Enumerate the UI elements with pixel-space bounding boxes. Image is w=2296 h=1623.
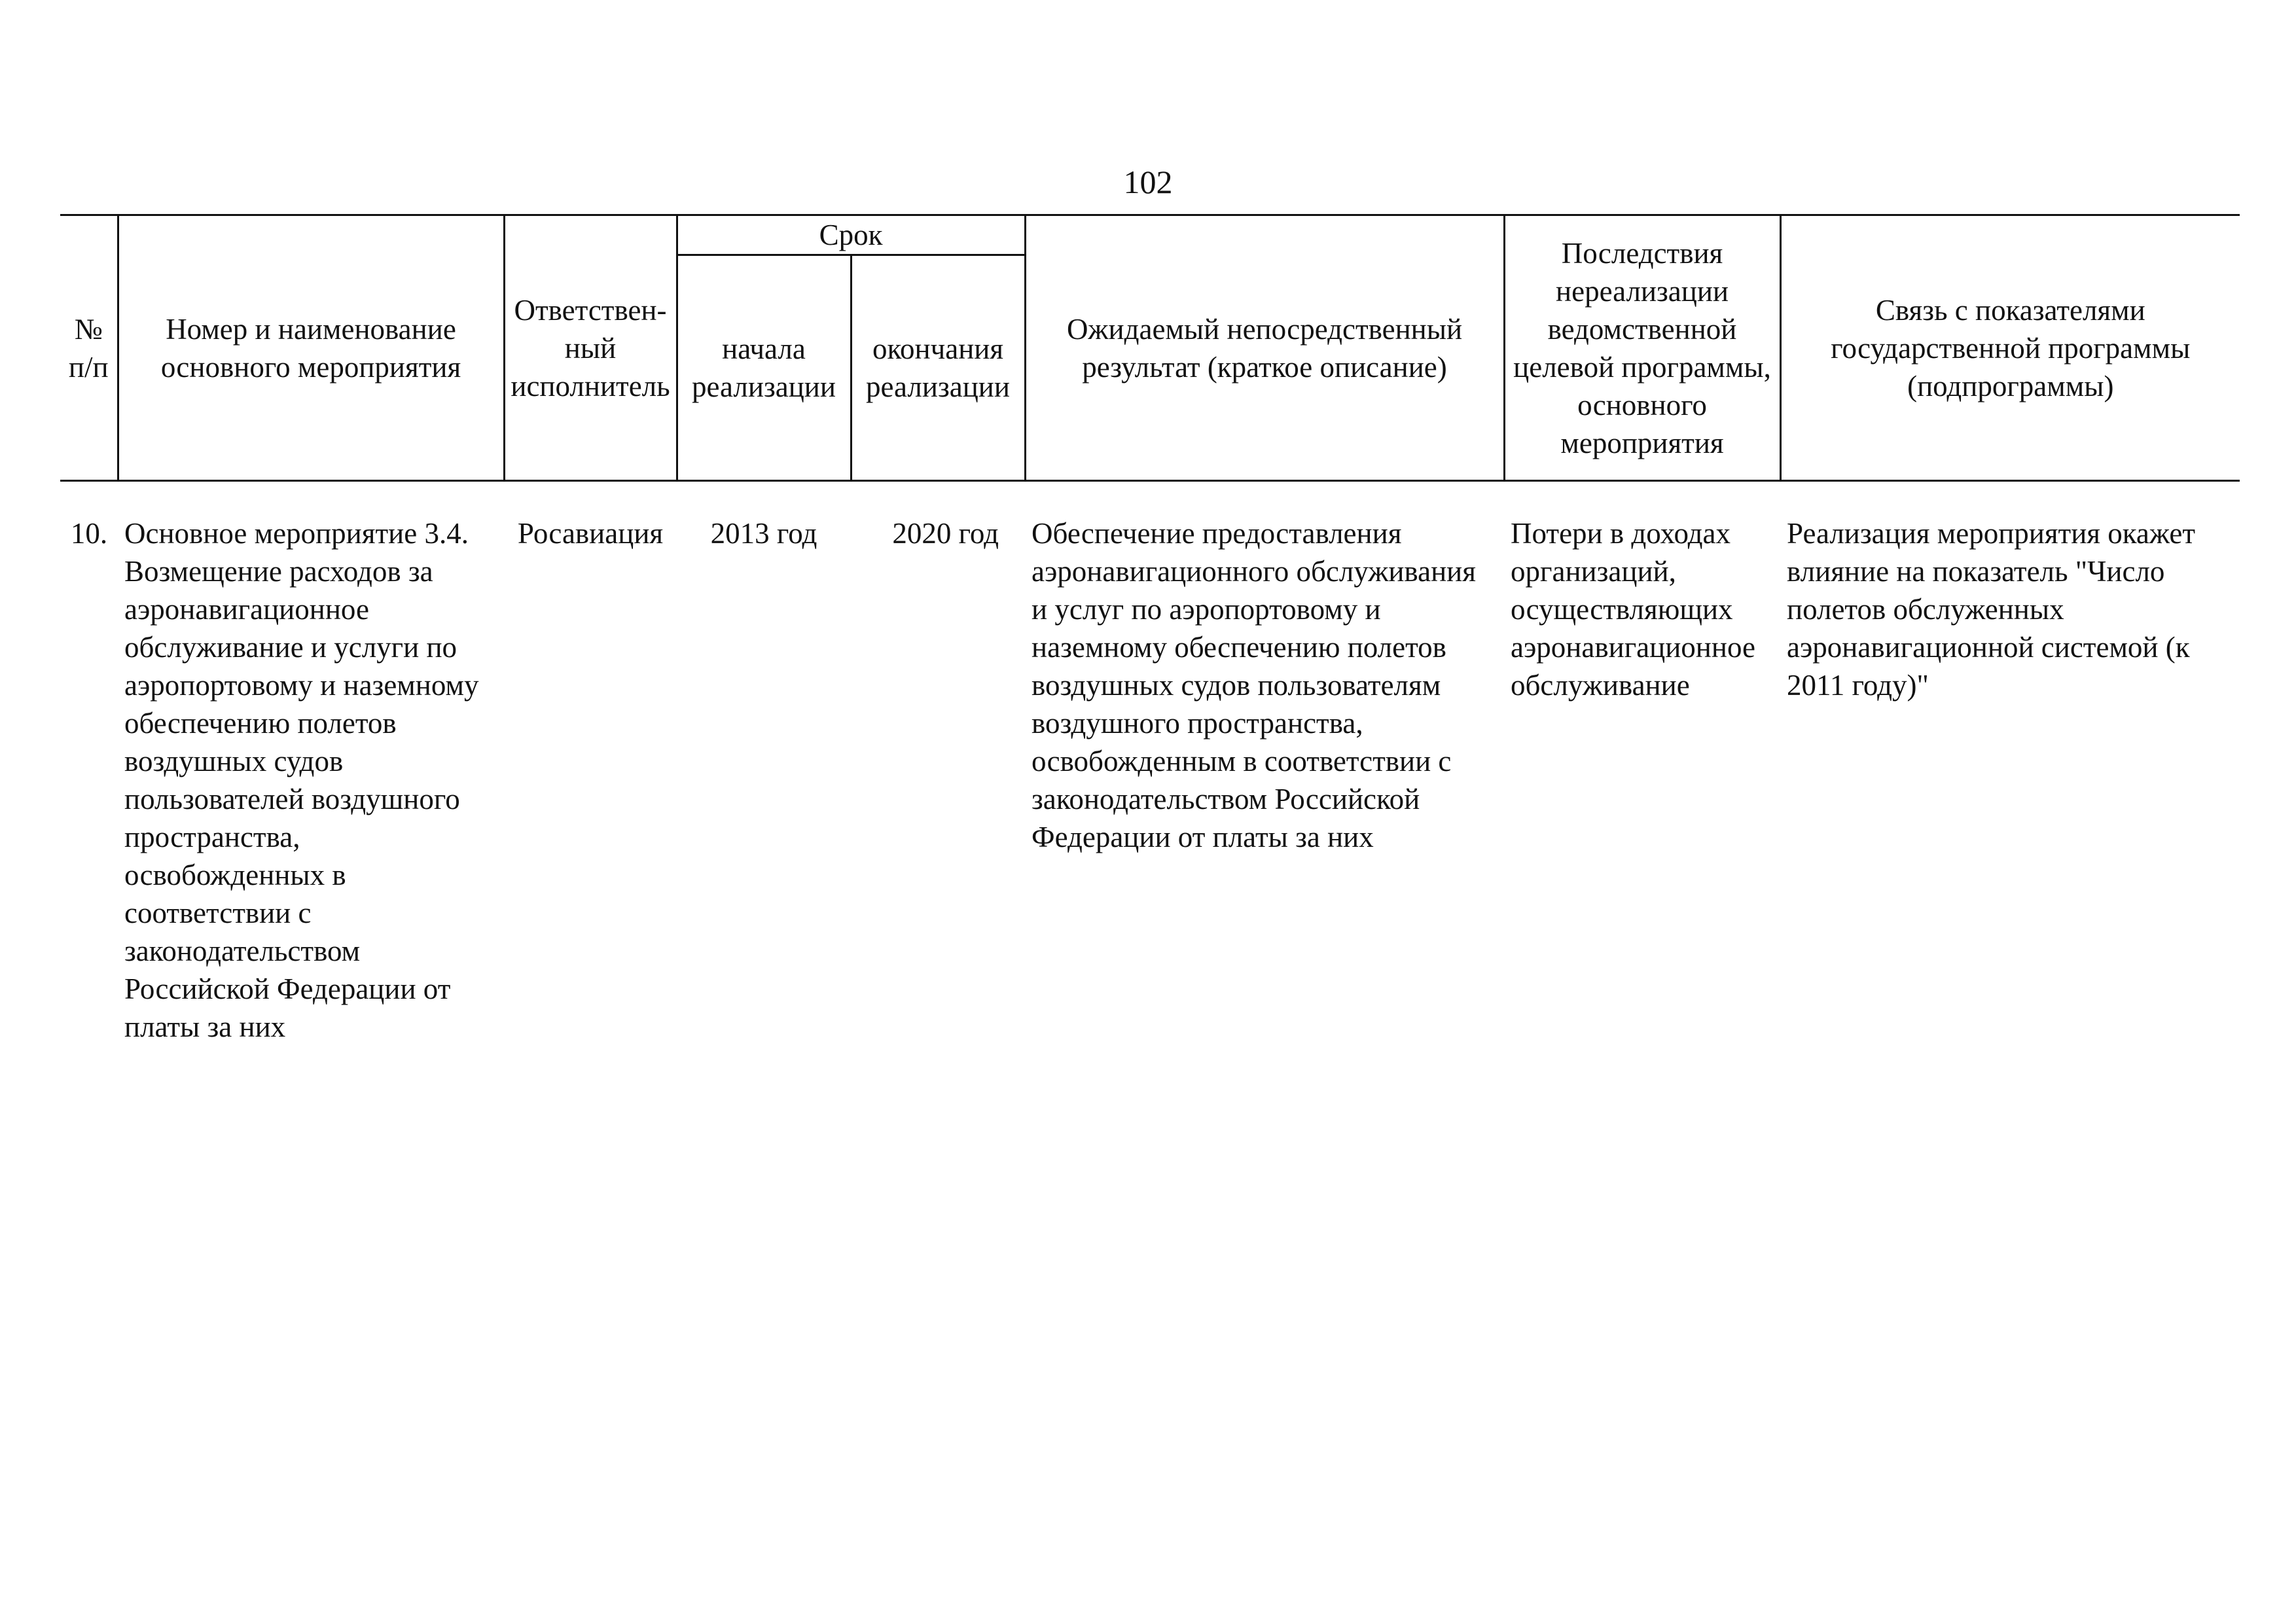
row-link: Реализация мероприятия окажет влияние на показатель "Число полетов обслуженных аэронавигационной системой (к 2011 году)": [1787, 517, 2196, 702]
header-result: Ожидаемый непосредственный результат (краткое описание): [1025, 215, 1504, 481]
header-term-end: окончания реализации: [851, 255, 1025, 481]
row-num: 10.: [70, 517, 108, 550]
row-result: Обеспечение предоставления аэронавигационного обслуживания и услуг по аэропортовому и наземному обеспечению полетов воздушных судов пользователям воздушного пространства, освобожденным в соответствии с законодательством Российской Федерации от платы за них: [1031, 517, 1476, 853]
header-term: Срок: [677, 215, 1025, 255]
header-consequences: Последствия нереализации ведомственной целевой программы, основного мероприятия: [1504, 215, 1780, 481]
row-consequences: Потери в доходах организаций, осуществляющих аэронавигационное обслуживание: [1511, 517, 1755, 702]
measures-table: [60, 214, 2240, 1046]
header-term-start: начала реализации: [677, 255, 851, 481]
page-number: 102: [1123, 164, 1173, 200]
row-name: Основное мероприятие 3.4. Возмещение расходов за аэронавигационное обслуживание и услуги по аэропортовому и наземному обеспечению полетов воздушных судов пользователей воздушного пространства, освобожденных в соответствии с законодательством Российской Федерации от платы за них: [124, 517, 479, 1043]
header-name: Номер и наименование основного мероприятия: [118, 215, 504, 481]
table-row: [60, 514, 2240, 1046]
header-link: Связь с показателями государственной программы (подпрограммы): [1780, 215, 2240, 481]
header-executor: Ответствен-ный исполнитель: [504, 215, 677, 481]
row-start: 2013 год: [710, 517, 817, 550]
row-end: 2020 год: [892, 517, 999, 550]
header-num: № п/п: [60, 215, 118, 481]
row-executor: Росавиация: [517, 517, 664, 550]
